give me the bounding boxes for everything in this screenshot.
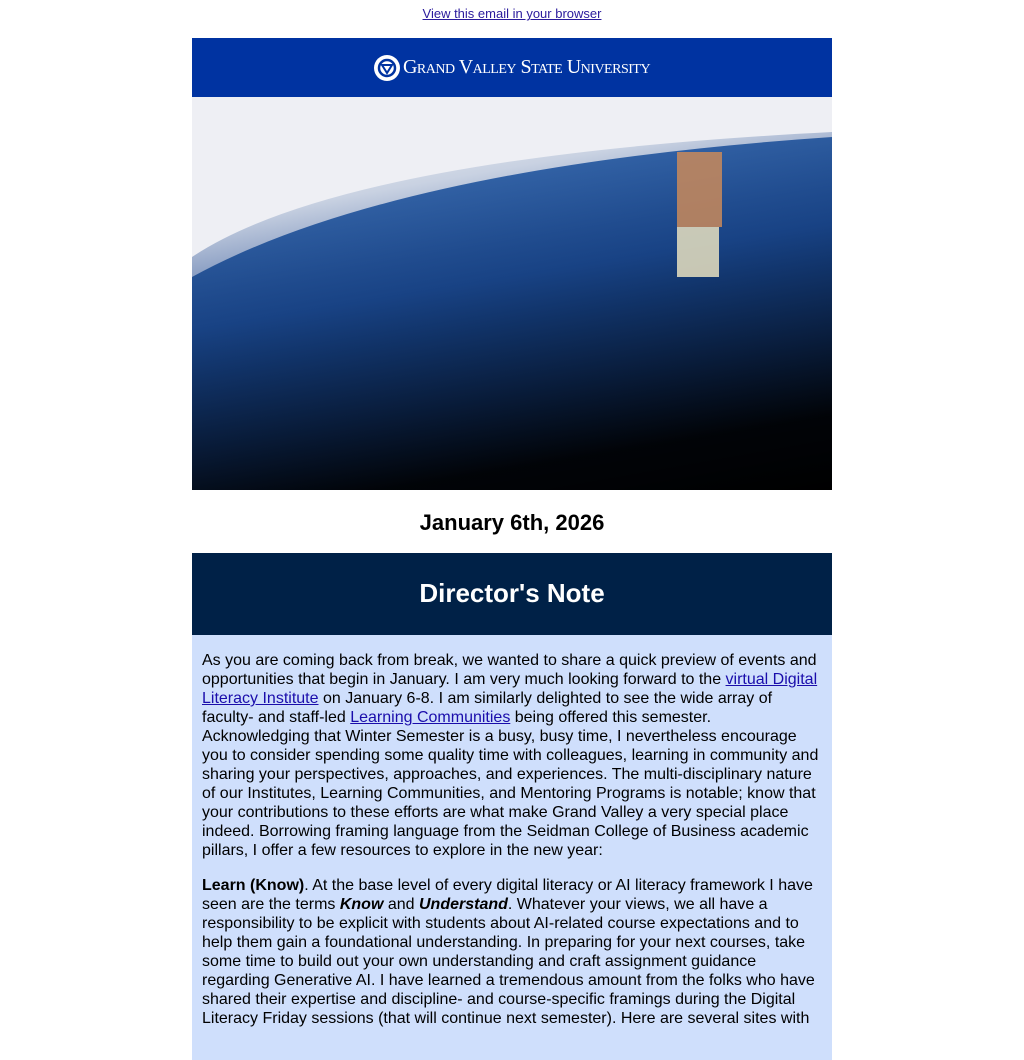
- emphasis-know: Know: [339, 896, 384, 913]
- emphasis-understand: Understand: [418, 896, 508, 913]
- header-banner: [192, 38, 832, 97]
- text: . At the base level of every digital literacy or AI literacy framework I have seen are the terms: [202, 877, 813, 913]
- hero-image-frozen-lake: [192, 97, 832, 490]
- text: on January 6-8. I am similarly delighted to see the wide array of faculty- and staff-led: [202, 690, 773, 726]
- section-title: Director's Note: [192, 553, 832, 635]
- view-in-browser-link[interactable]: View this email in your browser: [422, 6, 602, 21]
- newsletter-date: January 6th, 2026: [419, 510, 605, 535]
- text: and: [383, 896, 419, 913]
- university-name: Grand Valley State University: [402, 56, 651, 78]
- view-in-browser-bar: [0, 0, 1024, 38]
- learn-paragraph: [202, 876, 822, 1028]
- text: As you are coming back from break, we wanted to share a quick preview of events and opportunities that begin in January. I am very much looking forward to the: [202, 652, 817, 688]
- text: being offered this semester. Acknowledging that Winter Semester is a busy, busy time, I nevertheless encourage you to consider spending some quality time with colleagues, learning in community and sharing your perspectives, approaches, and experiences. The multi-disciplinary nature of our Institutes, Learning Communities, and Mentoring Programs is notable; know that your contributions to these efforts are what make Grand Valley a very special place indeed. Borrowing framing language from the Seidman College of Business academic pillars, I offer a few resources to explore in the new year:: [202, 709, 819, 859]
- intro-paragraph: [202, 651, 822, 860]
- gvsu-logo-icon: [374, 55, 400, 81]
- learn-heading: Learn (Know): [202, 877, 305, 894]
- learning-communities-link[interactable]: Learning Communities: [350, 709, 511, 726]
- directors-note-body: [192, 635, 832, 1060]
- email-body: [192, 38, 832, 1060]
- digital-literacy-institute-link[interactable]: virtual Digital Literacy Institute: [202, 671, 818, 707]
- text: . Whatever your views, we all have a responsibility to be explicit with students about AI-related course expectations and to help them gain a foundational understanding. In preparing for your next courses, take some time to build out your own understanding and craft assignment guidance regarding Generative AI. I have learned a tremendous amount from the folks who have shared their expertise and discipline- and course-specific framings during the Digital Literacy Friday sessions (that will continue next semester). Here are several sites with: [202, 896, 815, 1027]
